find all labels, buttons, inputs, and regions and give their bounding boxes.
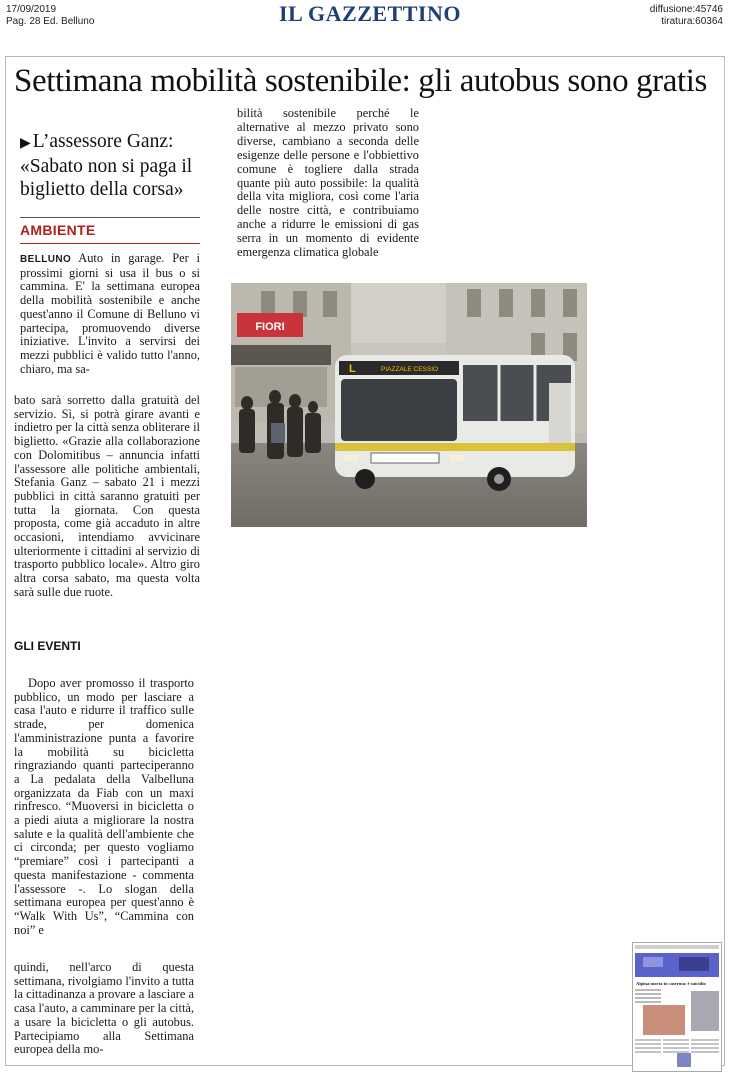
issue-date: 17/09/2019 xyxy=(6,4,57,15)
article-column-body xyxy=(14,394,200,600)
page-header-right xyxy=(650,4,723,28)
events-paragraph: Dopo aver promosso il trasporto pubblico, un modo per lasciare a casa l'auto e ridurre il traffico sulle strade, per domenica l'amministrazione punta a favorire la mobilità su bicicletta ringraziando quanti parteciperanno a La pedalata della Valbelluna organizzata da Fiab con un maxi rinfresco. “Muoversi in bicicletta o a piedi aiuta a migliorare la nostra salute e la qualità dell'ambiente che ci circonda; per questo vogliamo “premiare” così i partecipanti a questa manifestazione - commenta l'assessore -. Lo slogan della settimana europea per quest'anno è “Walk With Us”, “Cammina con noi” e xyxy=(14,676,194,937)
dateline: BELLUNO xyxy=(20,254,72,265)
bus-destination-display: PIAZZALE CESSIO xyxy=(381,366,439,373)
newspaper-masthead: IL GAZZETTINO xyxy=(279,1,461,26)
section-rule-top xyxy=(20,217,200,218)
side-strip xyxy=(724,60,729,680)
section-rule-bottom xyxy=(20,243,200,244)
page-thumbnail xyxy=(632,942,722,1072)
article-column-lead xyxy=(20,252,200,376)
article-column-events xyxy=(14,677,194,937)
closing-paragraph: quindi, nell'arco di questa settimana, rivolgiamo l'invito a tutta la cittadinanza a provare a lasciare a casa l'auto, a camminare per la città, a usare la bicicletta o gli autobus. Partecipiamo alla Settimana europea della mo- xyxy=(14,960,194,1057)
article-headline: Settimana mobilità sostenibile: gli autobus sono gratis xyxy=(14,63,707,99)
subheading: GLI EVENTI xyxy=(14,639,81,653)
bus-photo xyxy=(231,283,587,527)
shop-sign-text: FIORI xyxy=(255,321,285,333)
thumbnail-headline: Alpina morta in caserma: è suicidio xyxy=(636,981,706,986)
bus-route-display: L xyxy=(349,363,356,375)
page-edition: Pag. 28 Ed. Belluno xyxy=(6,16,95,27)
bus xyxy=(335,355,575,491)
triangle-icon: ▶ xyxy=(20,136,31,151)
section-label: AMBIENTE xyxy=(20,222,96,238)
kicker-text: L’assessore Ganz: «Sabato non si paga il biglietto della corsa» xyxy=(20,131,193,200)
column-two-paragraph: bilità sostenibile perché le alternative al mezzo privato sono diverse, cambiano a seconda delle esigenze delle persone e l'obbiettivo comune è togliere dalla strada quante più auto possibile: la qualità della vita migliora, così come l'aria delle nostre città, e contribuiamo anche a ridurre le emissioni di gas serra in un momento di evidente emergenza climatica globale xyxy=(237,106,419,260)
article-column-two xyxy=(237,107,419,260)
page-header-left xyxy=(6,4,94,28)
print-run-figure: tiratura:60364 xyxy=(661,16,723,27)
article-kicker xyxy=(20,130,205,201)
lead-paragraph: Auto in garage. Per i prossimi giorni si usa il bus o si cammina. E' la settimana europea della mobilità sostenibile e anche quest'anno il Comune di Belluno vi partecipa, promuovendo diverse iniziative. L'invito a servirsi dei mezzi pubblici è valido tutto l'anno, chiaro, ma sa- xyxy=(20,251,200,376)
article-column-closing xyxy=(14,961,194,1057)
diffusion-figure: diffusione:45746 xyxy=(649,4,723,15)
body-paragraph: bato sarà sorretto dalla gratuità del servizio. Sì, si potrà girare avanti e indietro per la città senza obliterare il biglietto. «Grazie alla collaborazione con Dolomitibus – annuncia infatti l'assessore alle politiche ambientali, Stefania Ganz – sabato 21 i mezzi pubblici in città saranno gratuiti per tutta la giornata. Con questa proposta, come già accaduto in altre occasioni, intendiamo avvicinare ulteriormente i cittadini al servizio di trasporto pubblico locale». Altro giro altra corsa sabato, ma questa volta sarà sulle due ruote. xyxy=(14,393,200,599)
